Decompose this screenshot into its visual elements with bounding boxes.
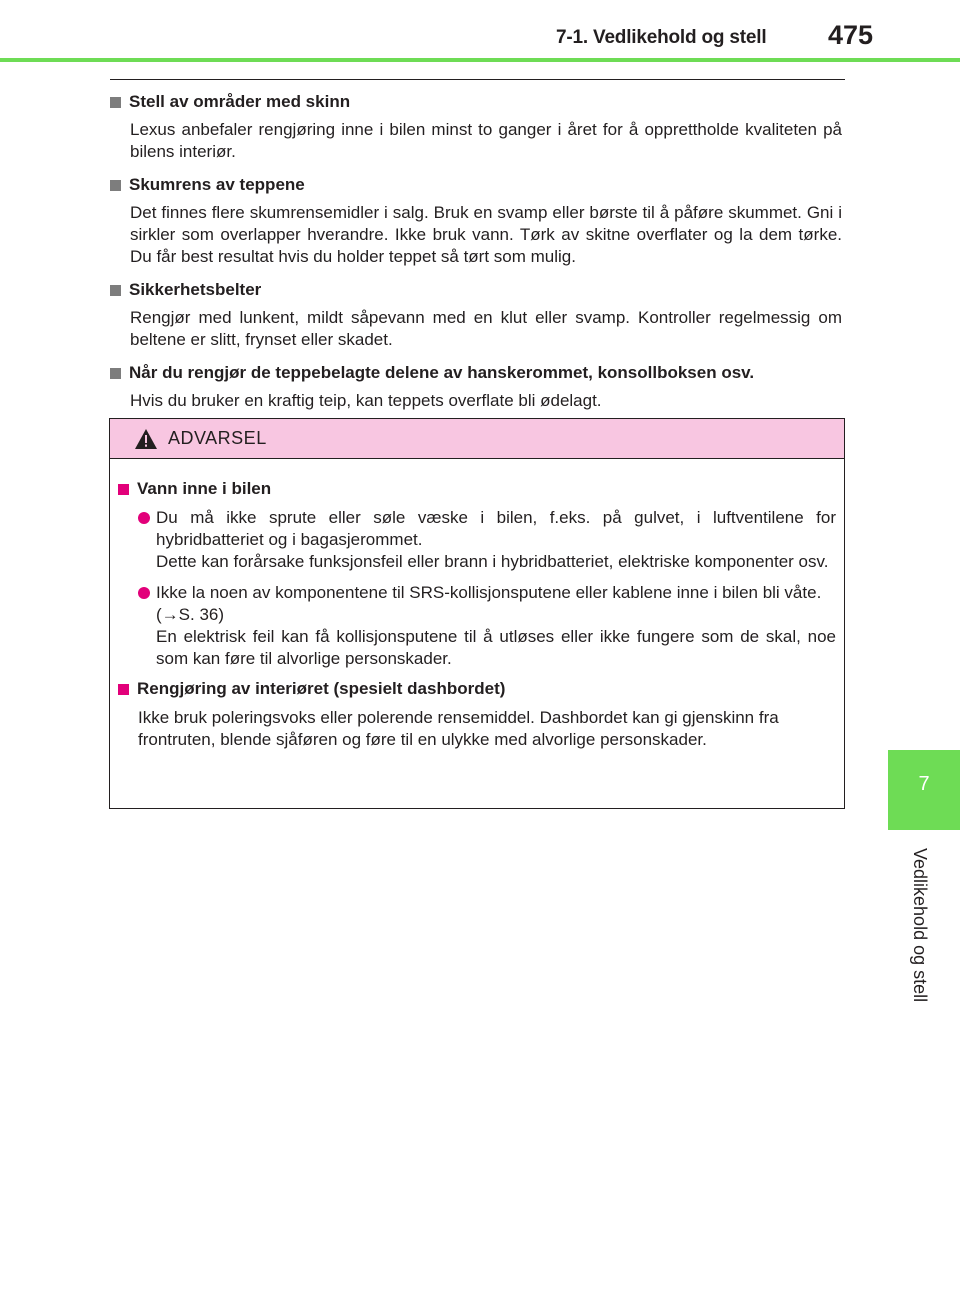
warning-heading	[118, 679, 836, 699]
section-heading-text: Stell av områder med skinn	[129, 92, 351, 111]
warning-body	[110, 459, 844, 751]
square-bullet-icon	[110, 285, 121, 296]
top-divider	[110, 79, 845, 80]
square-bullet-icon	[110, 97, 121, 108]
square-bullet-icon	[110, 368, 121, 379]
bullet-text: Dette kan forårsake funksjonsfeil eller brann i hybridbatteriet, elektriske komponenter osv.	[156, 552, 829, 571]
page-number: 475	[828, 20, 874, 50]
section-text: Hvis du bruker en kraftig teip, kan teppets overflate bli ødelagt.	[130, 391, 602, 410]
section-heading	[110, 92, 842, 112]
section-heading	[110, 280, 842, 300]
header-rule	[0, 58, 960, 62]
chapter-label: Vedlikehold og stell	[910, 848, 930, 1003]
warning-triangle-icon	[134, 428, 158, 450]
section-text: Det finnes flere skumrensemidler i salg. Bruk en svamp eller børste til å påføre skummet. Gni i sirkler som overlapper hverandre. Ikke bruk vann. Tørk av skitne overflater og la dem tørke. Du får best resultat hvis du holder teppet så tørt som mulig.	[130, 203, 842, 266]
section-heading-text: Når du rengjør de teppebelagte delene av hanskerommet, konsollboksen osv.	[129, 363, 755, 382]
square-bullet-icon	[118, 684, 129, 695]
warning-text: Ikke bruk poleringsvoks eller polerende rensemiddel. Dashbordet kan gi gjenskinn fra frontruten, blende sjåføren og føre til en ulykke med alvorlige personskader.	[138, 708, 779, 749]
warning-heading-text: Rengjøring av interiøret (spesielt dashbordet)	[137, 679, 506, 698]
main-content	[110, 92, 842, 424]
section-text: Lexus anbefaler rengjøring inne i bilen minst to ganger i året for å opprettholde kvaliteten på bilens interiør.	[130, 120, 842, 161]
round-bullet-icon	[138, 587, 150, 599]
warning-heading	[118, 479, 836, 499]
warning-box	[109, 418, 845, 809]
warning-heading-text: Vann inne i bilen	[137, 479, 272, 498]
bullet-text: En elektrisk feil kan få kollisjonsputene til å utløses eller ikke fungere som de skal, noe som kan føre til alvorlige personskader.	[156, 627, 836, 668]
square-bullet-icon	[118, 484, 129, 495]
list-item	[138, 582, 836, 670]
bullet-text: Ikke la noen av komponentene til SRS-kollisjonsputene eller kablene inne i bilen bli våte.	[156, 583, 822, 602]
square-bullet-icon	[110, 180, 121, 191]
header-section-title: 7-1. Vedlikehold og stell	[556, 27, 767, 48]
warning-label: ADVARSEL	[168, 428, 267, 448]
list-item	[138, 507, 836, 573]
chapter-tab	[888, 750, 960, 830]
warning-header	[110, 419, 844, 459]
section-heading	[110, 175, 842, 195]
page-reference[interactable]: (→S. 36)	[156, 605, 225, 624]
round-bullet-icon	[138, 512, 150, 524]
section-heading-text: Skumrens av teppene	[129, 175, 305, 194]
chapter-number: 7	[918, 773, 930, 795]
section-heading	[110, 363, 842, 383]
section-heading-text: Sikkerhetsbelter	[129, 280, 262, 299]
bullet-text: Du må ikke sprute eller søle væske i bilen, f.eks. på gulvet, i luftventilene for hybridbatteriet og i bagasjerommet.	[156, 508, 836, 549]
section-text: Rengjør med lunkent, mildt såpevann med en klut eller svamp. Kontroller regelmessig om beltene er slitt, frynset eller skadet.	[130, 308, 842, 349]
